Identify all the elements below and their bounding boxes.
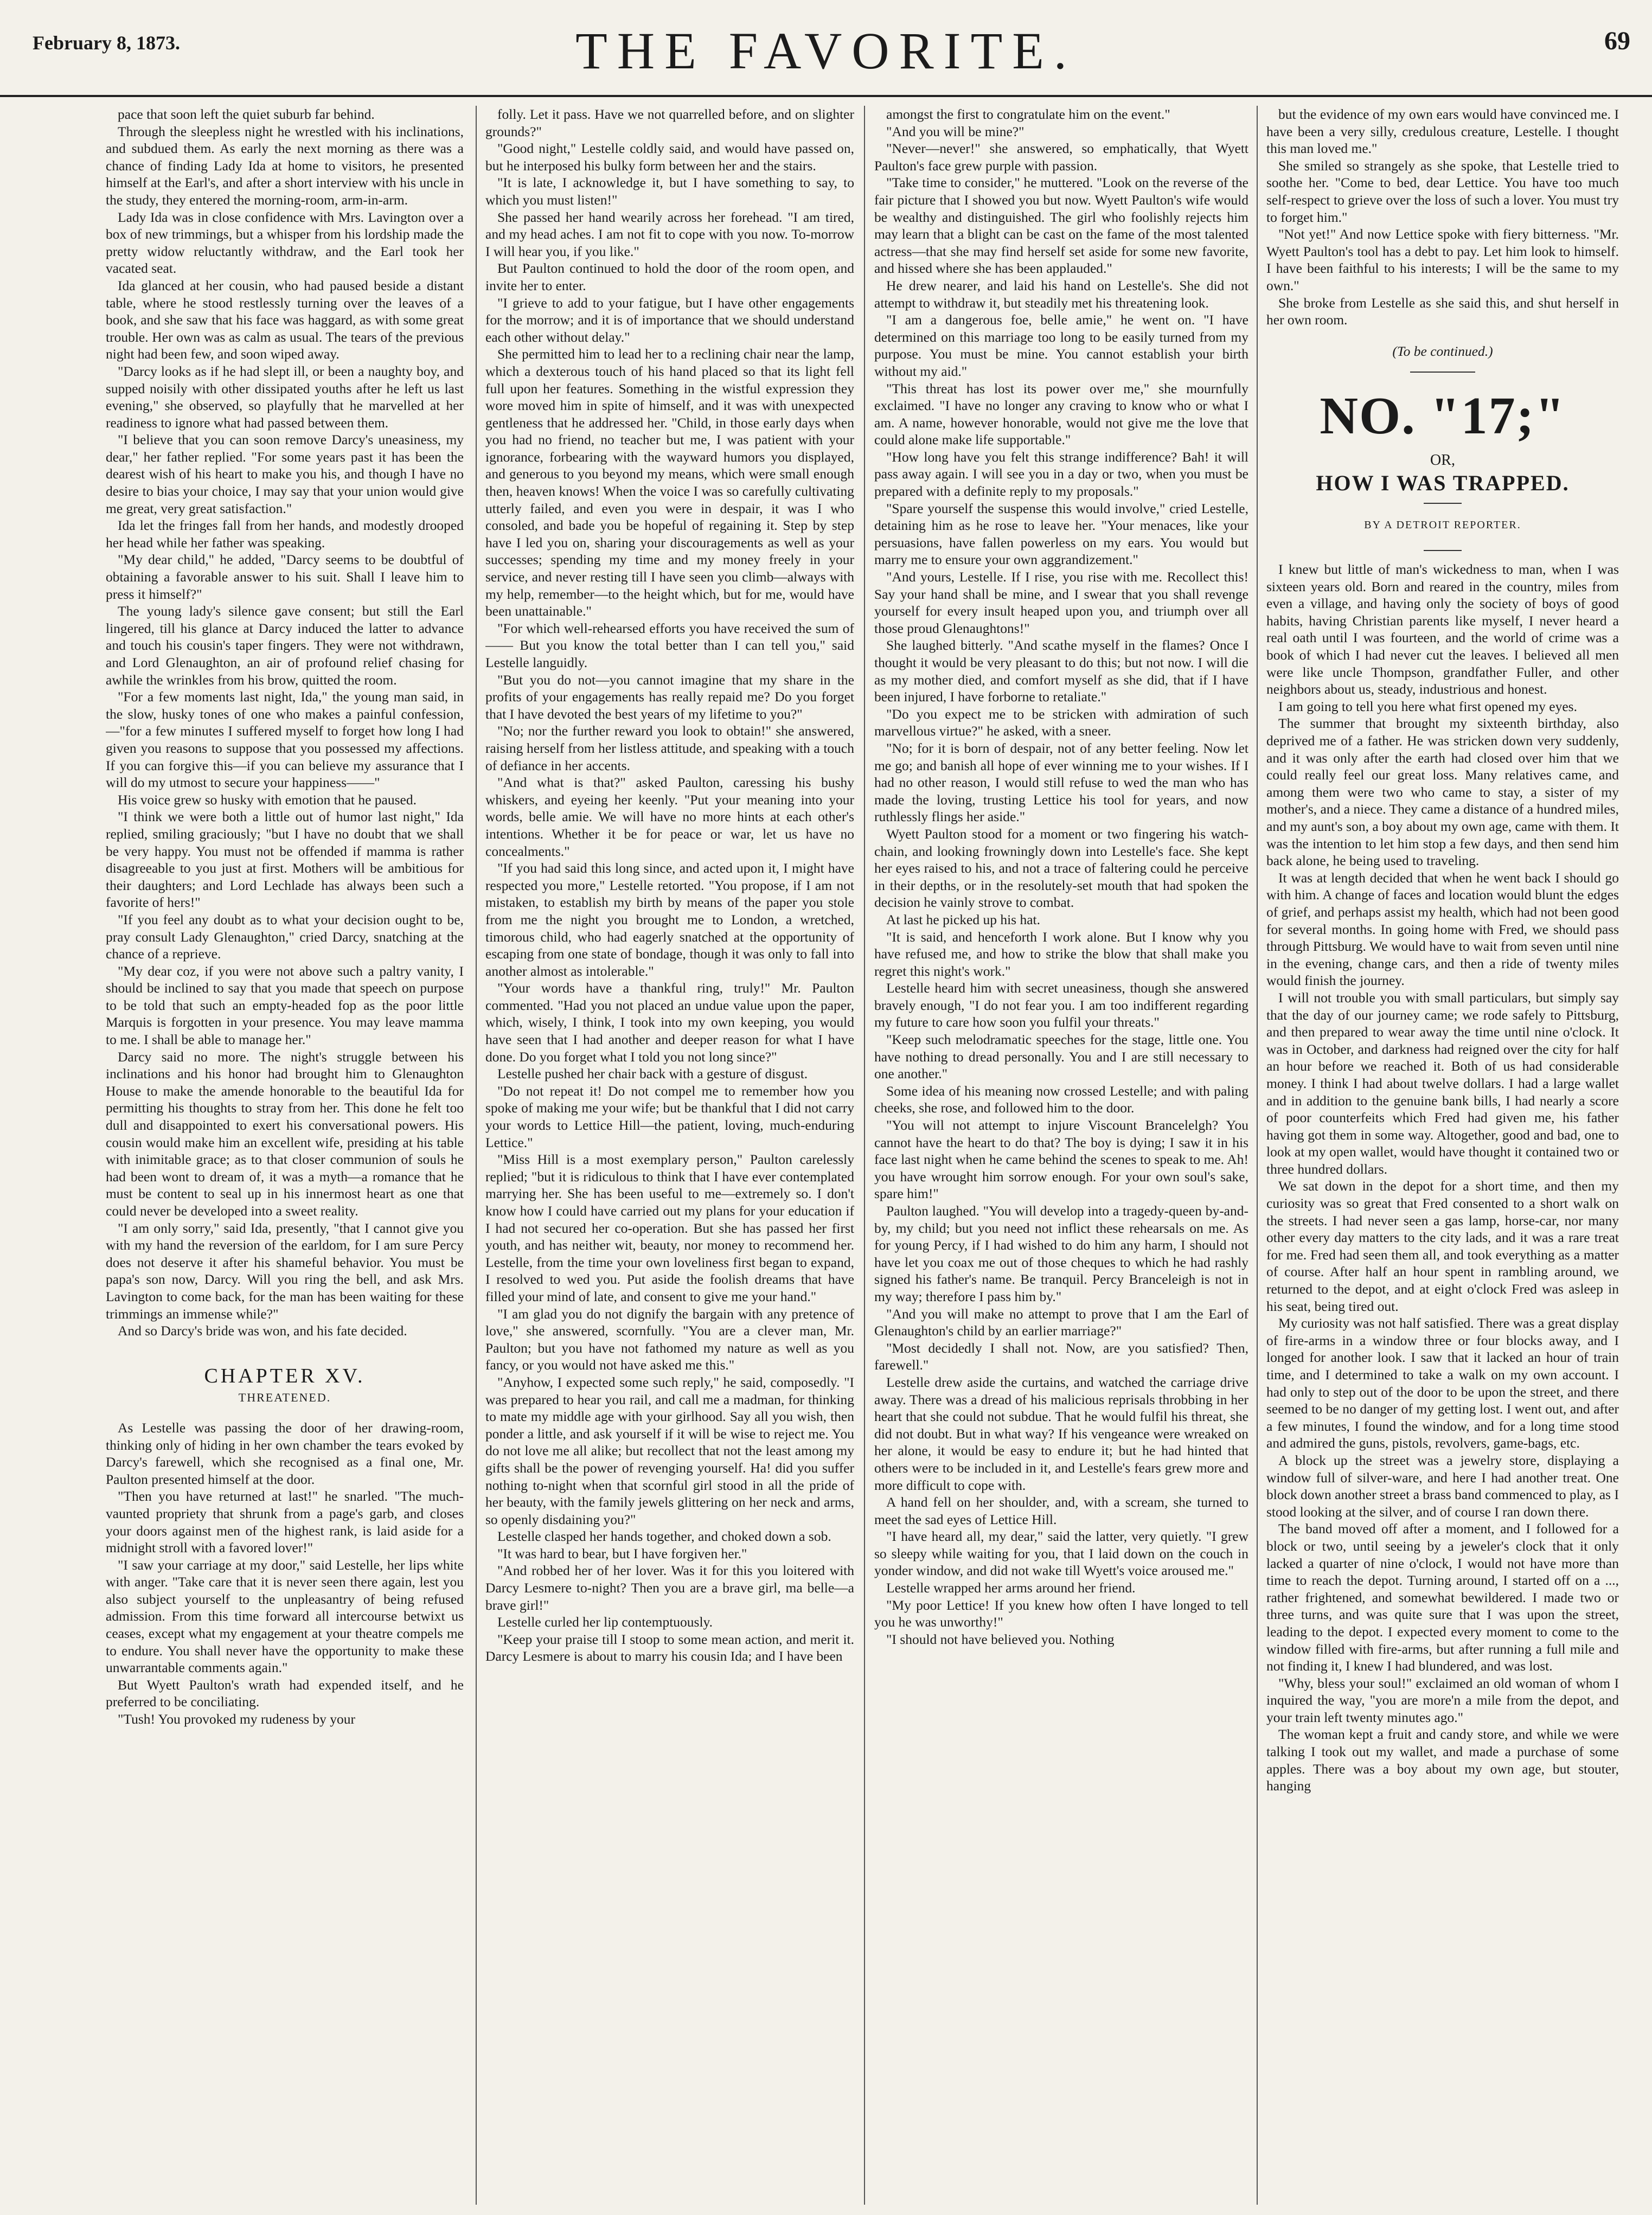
section-rule (1410, 372, 1475, 373)
paragraph: Lestelle pushed her chair back with a gesture of disgust. (497, 1066, 808, 1082)
paragraph: "Do not repeat it! Do not compel me to remember how you spoke of making me your wife; but be thankful that I did not carry your words to Lettice Hill—the patient, loving, much-enduring Lettice." (485, 1083, 854, 1150)
paragraph: "And yours, Lestelle. If I rise, you rise with me. Recollect this! Say your hand shall be mine, and I swear that you shall revenge yourself for every insult heaped upon you, and triumph over all those proud Glenaughtons!" (874, 569, 1248, 636)
paragraph: "I have heard all, my dear," said the latter, very quietly. "I grew so sleepy while waiting for you, that I laid down on the couch in yonder window, and did not wake till Wyett's voice aroused me." (874, 1528, 1248, 1579)
paragraph: "Not yet!" And now Lettice spoke with fiery bitterness. "Mr. Wyett Paulton's tool has a debt to pay. Let him look to himself. I have been faithful to his interests; I will be the same to my own." (1266, 226, 1619, 293)
paragraph: "I think we were both a little out of humor last night," Ida replied, smiling graciously; "but I have no doubt that we shall be very happy. You must not be offended if mamma is rather disagreeable to you just at first. Mothers will be ambitious for their daughters; and Lord Lechlade has always been such a favorite of hers!" (106, 809, 464, 911)
paragraph: I will not trouble you with small particulars, but simply say that the day of our journey came; we rode safely to Pittsburg, and then prepared to wear away the time until nine o'clock. It was in October, and darkness had reigned over the city for half an hour before we reached it. Both of us had considerable money. I think I had about twelve dollars. I had a large wallet and in addition to the genuine bank bills, I had nearly a score of poor counterfeits which Fred had given me, his father having got them in some way. Altogether, good and bad, one to look at my open wallet, would have thought it contained two or three hundred dollars. (1266, 989, 1619, 1177)
paragraph: "No; nor the further reward you look to obtain!" she answered, raising herself from her listless attitude, and speaking with a touch of defiance in her accents. (485, 723, 854, 773)
serial-continuation (106, 106, 464, 1340)
paragraph: Lady Ida was in close confidence with Mrs. Lavington over a box of new trimmings, but a whisper from his lordship made the pretty widow reluctantly withdraw, and the Earl took her vacated seat. (106, 209, 464, 277)
section-rule (1424, 503, 1462, 504)
paragraph: I am going to tell you here what first opened my eyes. (1278, 698, 1577, 714)
paragraph: My curiosity was not half satisfied. There was a great display of fire-arms in a window three or four blocks away, and I longed for another look. I saw that it lacked an hour of train time, and I determined to take a walk on my own account. I had only to step out of the door to be upon the street, and there seemed to be no danger of my getting lost. I went out, and after a few minutes, I found the window, and for a long time stood and admired the guns, pistols, revolvers, game-bags, etc. (1266, 1315, 1619, 1451)
column-rule (1257, 106, 1258, 2205)
paragraph: "Do you expect me to be stricken with admiration of such marvellous virtue?" he asked, with a sneer. (874, 706, 1248, 739)
paragraph: "Keep such melodramatic speeches for the stage, little one. You have nothing to dread personally. You and I are still necessary to one another." (874, 1032, 1248, 1082)
paragraph: "No; for it is born of despair, not of any better feeling. Now let me go; and banish all hope of ever winning me to your wishes. If I had no other reason, I would still refuse to wed the man who has made the loving, trusting Lettice his tool for years, and now ruthlessly flings her aside." (874, 740, 1248, 825)
paragraph: "Anyhow, I expected some such reply," he said, composedly. "I was prepared to hear you rail, and call me a madman, for thinking to mate my middle age with your girlhood. Say all you wish, then ponder a little, and ask yourself if it will be wise to reject me. You do not love me all alike; but recollect that not the least among my gifts shall be the power of revenging yourself. Ha! did you suffer nothing to-night when that scornful girl stood in all the pride of her beauty, with the family jewels glittering on her neck and arms, so openly disdaining you?" (485, 1374, 854, 1527)
paragraph: "My dear coz, if you were not above such a paltry vanity, I should be inclined to say that you made that speech on purpose to be told that such an empty-headed fop as the poor little Marquis is forgotten in your presence. You may leave mamma to me. I shall be able to manage her." (106, 963, 464, 1048)
paragraph: At last he picked up his hat. (886, 911, 1040, 927)
paragraph: "Good night," Lestelle coldly said, and would have passed on, but he interposed his bulky form between her and the stairs. (485, 140, 854, 174)
serial-text (874, 106, 1248, 1648)
paragraph: "And you will be mine?" (886, 123, 1025, 139)
byline: BY A DETROIT REPORTER. (1364, 518, 1521, 531)
paragraph: "My poor Lettice! If you knew how often I have longed to tell you he was unworthy!" (874, 1597, 1248, 1630)
paragraph: Some idea of his meaning now crossed Lestelle; and with paling cheeks, she rose, and followed him to the door. (874, 1083, 1248, 1116)
paragraph: "Miss Hill is a most exemplary person," Paulton carelessly replied; "but it is ridiculous to think that I have ever contemplated marrying her. She has been useful to me—extremely so. I don't know how I could have carried out my plans for your education if I had not secured her co-operation. But she has passed her first youth, and has neither wit, beauty, nor money to recommend her. Lestelle, from the time your own loveliness first began to expand, I resolved to wed you. Put aside the foolish dreams that have filled your mind of late, and consent to give me your hand." (485, 1151, 854, 1304)
paragraph: "For which well-rehearsed efforts you have received the sum of—— But you know the total better than I can tell you," said Lestelle languidly. (485, 620, 854, 670)
chapter-body (106, 1419, 464, 1728)
column-rule (476, 106, 477, 2205)
paragraph: but the evidence of my own ears would have convinced me. I have been a very silly, credulous creature, Lestelle. I thought this man loved me." (1266, 106, 1619, 157)
paragraph: Ida glanced at her cousin, who had paused beside a distant table, where he stood restlessly turning over the leaves of a book, and she saw that his face was haggard, as with some great trouble. Her own was as calm as usual. The tears of the previous night had been few, and soon wiped away. (106, 277, 464, 362)
paragraph: "If you feel any doubt as to what your decision ought to be, pray consult Lady Glenaughton," cried Darcy, snatching at the chance of a reprieve. (106, 911, 464, 962)
column-rule (864, 106, 865, 2205)
paragraph: Lestelle heard him with secret uneasiness, though she answered bravely enough, "I do not fear you. I am too indifferent regarding my future to care how soon you fulfil your threats." (874, 980, 1248, 1030)
paragraph: folly. Let it pass. Have we not quarrelled before, and on slighter grounds?" (485, 106, 854, 139)
story-title: NO. "17;" (1320, 387, 1566, 446)
paragraph: "Keep your praise till I stoop to some mean action, and merit it. Darcy Lesmere is about to marry his cousin Ida; and I have been (485, 1631, 854, 1665)
paragraph: "I am a dangerous foe, belle amie," he went on. "I have determined on this marriage too long to be easily turned from my purpose. You must be mine. You cannot establish your birth without my aid." (874, 312, 1248, 379)
paragraph: "If you had said this long since, and acted upon it, I might have respected you more," Lestelle retorted. "You propose, if I am not mistaken, to establish my birth by means of the paper you stole from me the night you brought me to London, a wretched, timorous child, who had eagerly snatched at the opportunity of escaping from one state of bondage, though it was only to fall into another almost as intolerable." (485, 860, 854, 979)
paragraph: But Wyett Paulton's wrath had expended itself, and he preferred to be conciliating. (106, 1676, 464, 1710)
paragraph: "It was hard to bear, but I have forgiven her." (497, 1545, 747, 1561)
column-2 (485, 106, 854, 2199)
chapter-subtitle: THREATENED. (238, 1391, 331, 1405)
paragraph: "How long have you felt this strange indifference? Bah! it will pass away again. I will see you in a day or two, when you must be prepared with a definite reply to my proposals." (874, 449, 1248, 500)
paragraph: "My dear child," he added, "Darcy seems to be doubtful of obtaining a favorable answer to his suit. Shall I leave him to press it himself?" (106, 552, 464, 602)
paragraph: And so Darcy's bride was won, and his fate decided. (118, 1323, 407, 1339)
paragraph: "It is late, I acknowledge it, but I have something to say, to which you must listen!" (485, 175, 854, 208)
paragraph: "Darcy looks as if he had slept ill, or been a naughty boy, and supped noisily with other dissipated youths after he left us last evening," she observed, so playfully that he marvelled at her readiness to ignore what had passed between them. (106, 363, 464, 431)
story-body (1266, 561, 1619, 1795)
paragraph: pace that soon left the quiet suburb far behind. (118, 106, 375, 122)
paragraph: The band moved off after a moment, and I followed for a block or two, until seeing by a jeweler's clock that it only lacked a quarter of nine o'clock, I would not have more than time to reach the depot. Turning around, I started off on a ..., rather frightened, and somewhat bewildered. I made two or three turns, and was quite sure that I was upon the street, leading to the depot. I expected every moment to come to the window filled with fire-arms, but after running a full mile and not finding it, I knew I had blundered, and was lost. (1266, 1521, 1619, 1674)
issue-date: February 8, 1873. (33, 32, 180, 54)
paragraph: The woman kept a fruit and candy store, and while we were talking I took out my wallet, and made a purchase of some apples. There was a boy about my own age, but stouter, hanging (1266, 1726, 1619, 1794)
story-or: OR, (1430, 452, 1455, 469)
paragraph: As Lestelle was passing the door of her drawing-room, thinking only of hiding in her own chamber the tears evoked by Darcy's farewell, which she recognised as a final one, Mr. Paulton presented himself at the door. (106, 1419, 464, 1487)
paragraph: Lestelle clasped her hands together, and choked down a sob. (497, 1528, 831, 1545)
paragraph: "I grieve to add to your fatigue, but I have other engagements for the morrow; and it is of importance that we should understand each other without delay." (485, 295, 854, 345)
paragraph: Lestelle wrapped her arms around her friend. (886, 1580, 1136, 1596)
publication-title: THE FAVORITE. (575, 22, 1077, 80)
paragraph: She broke from Lestelle as she said this, and shut herself in her own room. (1266, 295, 1619, 328)
serial-text (485, 106, 854, 1665)
paragraph: "And you will make no attempt to prove that I am the Earl of Glenaughton's child by an earlier marriage?" (874, 1305, 1248, 1339)
paragraph: Lestelle curled her lip contemptuously. (497, 1614, 713, 1630)
to-be-continued: (To be continued.) (1392, 343, 1493, 359)
paragraph: Lestelle drew aside the curtains, and watched the carriage drive away. There was a dread of his malicious reprisals throbbing in her heart that she could not subdue. That he would fulfil his threat, she did not doubt. But in what way? If his vengeance were wreaked on her alone, it would be easy to endure it; but he had hinted that others were to be included in it, and Lestelle's fears grew more and more difficult to cope with. (874, 1374, 1248, 1493)
column-1 (106, 106, 464, 2199)
paragraph: "Take time to consider," he muttered. "Look on the reverse of the fair picture that I showed you but now. Wyett Paulton's wife would be wealthy and distinguished. The girl who foolishly rejects him may learn that a blight can be cast on the fame of the most talented actress—that she may find herself set aside for some new favorite, and hissed where she has been applauded." (874, 175, 1248, 277)
paragraph: "It is said, and henceforth I work alone. But I know why you have refused me, and how to strike the blow that shall make you regret this night's work." (874, 929, 1248, 979)
paragraph: Darcy said no more. The night's struggle between his inclinations and his honor had brought him to Glenaughton House to make the amende honorable to the beautiful Ida for permitting his thoughts to stray from her. This done he felt too dull and disappointed to exert his conversational powers. His cousin would make him an excellent wife, presiding at his table with inimitable grace; as to that closer communion of souls he had been wont to dream of, it was a myth—a romance that he must be content to seal up in his innermost heart as one that could never be developed into a sweet reality. (106, 1048, 464, 1219)
paragraph: A block up the street was a jewelry store, displaying a window full of silver-ware, and here I had another treat. One block down another street a brass band commenced to play, as I stood looking at the silver, and of course I ran down there. (1266, 1452, 1619, 1520)
paragraph: Paulton laughed. "You will develop into a tragedy-queen by-and-by, my child; but you need not inflict these rehearsals on me. As for young Percy, if I had wished to do him any harm, I should not have let you coax me out of those cheques to which he had rashly signed his father's name. Be tranquil. Percy Branceleigh is not in my way; therefore I pass him by." (874, 1203, 1248, 1304)
paragraph: It was at length decided that when he went back I should go with him. A change of faces and location would blunt the edges of grief, and perhaps assist my health, which had not been good for several months. In going home with Fred, we should pass through Pittsburg. We would have to wait from seven until nine in the evening, change cars, and then a ride of twenty miles would finish the journey. (1266, 869, 1619, 989)
paragraph: "But you do not—you cannot imagine that my share in the profits of your engagements has really repaid me? Do you forget that I have devoted the best years of my lifetime to you?" (485, 671, 854, 722)
paragraph: She passed her hand wearily across her forehead. "I am tired, and my head aches. I am not fit to cope with you now. To-morrow I will hear you, if you like." (485, 209, 854, 259)
paragraph: His voice grew so husky with emotion that he paused. (118, 791, 417, 808)
paragraph: "This threat has lost its power over me," she mournfully exclaimed. "I have no longer any craving to know who or what I am. A name, however honorable, would not give me the love that could alone make life supportable." (874, 380, 1248, 448)
paragraph: I knew but little of man's wickedness to man, when I was sixteen years old. Born and reared in the country, miles from even a village, and having only the society of boys of good habits, having Christian parents like myself, I never heard a real oath until I was fourteen, and the world of crime was a book of which I had never cut the leaves. I believed all men were like uncle Thompson, grandfather Fuller, and other neighbors about us, steady, industrious and honest. (1266, 561, 1619, 697)
paragraph: "And what is that?" asked Paulton, caressing his bushy whiskers, and eyeing her keenly. "Put your meaning into your words, belle amie. We will have no more hints at each other's intentions. Whether it be for peace or war, let us have no concealments." (485, 774, 854, 859)
paragraph: She laughed bitterly. "And scathe myself in the flames? Once I thought it would be very pleasant to do this; but not now. I will die as my mother died, and comfort myself as she did, that if I have been injured, I have forborne to retaliate." (874, 637, 1248, 705)
paragraph: "Why, bless your soul!" exclaimed an old woman of whom I inquired the way, "you are more'n a mile from the depot, and your train left twenty minutes ago." (1266, 1675, 1619, 1725)
paragraph: "You will not attempt to injure Viscount Brancelelgh? You cannot have the heart to do that? The boy is dying; I saw it in his face last night when he came behind the scenes to speak to me. Ah! you have wrought him sorrow enough. For your own soul's sake, spare him!" (874, 1117, 1248, 1202)
paragraph: "Then you have returned at last!" he snarled. "The much-vaunted propriety that shrunk from a page's garb, and closes your doors against men of the highest rank, is laid aside for a midnight stroll with a favored lover!" (106, 1488, 464, 1556)
paragraph: "And robbed her of her lover. Was it for this you loitered with Darcy Lesmere to-night? Then you are a brave girl, ma belle—a brave girl!" (485, 1563, 854, 1613)
masthead (0, 0, 1652, 97)
paragraph: Through the sleepless night he wrestled with his inclinations, and subdued them. As early the next morning as there was a chance of finding Lady Ida at home to visitors, he presented himself at the Earl's, and after a short interview with his uncle in the study, they entered the morning-room, arm-in-arm. (106, 123, 464, 208)
chapter-title: CHAPTER XV. (204, 1364, 366, 1387)
column-3 (874, 106, 1248, 2199)
paragraph: The young lady's silence gave consent; but still the Earl lingered, till his glance at Darcy induced the latter to advance and touch his cousin's taper fingers. They were not withdrawn, and Lord Glenaughton, an air of profound relief chasing for awhile the wrinkles from his brow, quitted the room. (106, 603, 464, 688)
paragraph: "Most decidedly I shall not. Now, are you satisfied? Then, farewell." (874, 1340, 1248, 1373)
story-subtitle: HOW I WAS TRAPPED. (1316, 470, 1570, 495)
paragraph: "For a few moments last night, Ida," the young man said, in the slow, husky tones of one who makes a painful confession,—"for a few minutes I suffered myself to forget how long I had given you reasons to suppose that you possessed my affections. If you can forgive this—if you can believe my assurance that I will do my utmost to secure your happiness——" (106, 689, 464, 791)
paragraph: Wyett Paulton stood for a moment or two fingering his watch-chain, and looking frowningly down into Lestelle's face. She kept her eyes raised to his, and not a trace of faltering could he perceive in their depths, or in the resolutely-set mouth that had spoken the decision he vainly strove to combat. (874, 825, 1248, 911)
paragraph: "Spare yourself the suspense this would involve," cried Lestelle, detaining him as he rose to leave her. "Your menaces, like your persuasions, have fallen powerless on my ears. You would but marry me to ensure your own aggrandizement." (874, 500, 1248, 568)
paragraph: We sat down in the depot for a short time, and then my curiosity was so great that Fred consented to a short walk on the streets. I had never seen a gas lamp, horse-car, nor many other every day matters to the city lads, and it was a rare treat for me. Fred had seen them all, and took everything as a matter of course. After half an hour spent in rambling around, we returned to the depot, and at eight o'clock Fred was asleep in his seat, being tired out. (1266, 1178, 1619, 1314)
column-4 (1266, 106, 1619, 2199)
paragraph: She permitted him to lead her to a reclining chair near the lamp, which a dexterous touch of his hand placed so that its light fell full upon her features. Something in the wistful expression they wore moved him in spite of himself, and it was with unexpected gentleness that he addressed her. "Child, in those early days when you had no friend, no teacher but me, I was patient with your ignorance, forbearing with the wayward humors you displayed, and generous to you beyond my means, which were small enough then, heaven knows! When the voice I was so carefully cultivating utterly failed, and even you were in despair, it was I who consoled, and bade you be hopeful of regaining it. Step by step have I led you on, sharing your discouragements as well as your successes; spending my time and my money freely in your service, and never resting till I have seen you climb—always with my help, remember—to the height which, but for me, would have been unattainable." (485, 346, 854, 619)
paragraph: He drew nearer, and laid his hand on Lestelle's. She did not attempt to withdraw it, but steadily met his threatening look. (874, 277, 1248, 311)
page-number: 69 (1604, 27, 1630, 55)
paragraph: "Never—never!" she answered, so emphatically, that Wyett Paulton's face grew purple with passion. (874, 140, 1248, 174)
paragraph: She smiled so strangely as she spoke, that Lestelle tried to soothe her. "Come to bed, dear Lettice. You have too much self-respect to grieve over the loss of such a lover. You must try to forget him." (1266, 157, 1619, 225)
section-rule (1424, 550, 1462, 551)
paragraph: "I am glad you do not dignify the bargain with any pretence of love," she answered, scornfully. "You are a clever man, Mr. Paulton; but you have not fathomed my nature as well as you fancy, or you would not have asked me this." (485, 1305, 854, 1373)
paragraph: "I believe that you can soon remove Darcy's uneasiness, my dear," her father replied. "For some years past it has been the dearest wish of his heart to make you his, and though I have no desire to bias your choice, I may say that your union would give me great, very great satisfaction." (106, 432, 464, 516)
paragraph: "Your words have a thankful ring, truly!" Mr. Paulton commented. "Had you not placed an undue value upon the paper, which, wisely, I think, I took into my own keeping, you would have seen that I had another and deeper reason for what I have done. Do you forget what I told you not long since?" (485, 980, 854, 1065)
serial-ending (1266, 106, 1619, 329)
paragraph: "I saw your carriage at my door," said Lestelle, her lips white with anger. "Take care that it is never seen there again, lest you also subject yourself to the unpleasantry of being refused admission. From this time forward all intercourse betwixt us ceases, except what my engagement at your theatre compels me to endure. You shall never have the opportunity to make these unwarrantable comments again." (106, 1557, 464, 1676)
paragraph: "I am only sorry," said Ida, presently, "that I cannot give you with my hand the reversion of the earldom, for I am sure Percy does not deserve it after his shameful behavior. You must be papa's son now, Darcy. Will you ring the bell, and ask Mrs. Lavington to come back, for the man has been waiting for these trimmings an immense while?" (106, 1220, 464, 1322)
paragraph: Ida let the fringes fall from her hands, and modestly drooped her head while her father was speaking. (106, 517, 464, 550)
paragraph: The summer that brought my sixteenth birthday, also deprived me of a father. He was stricken down very suddenly, and it was only after the earth had closed over him that we could really feel our great loss. Many relatives came, and among them were two who came to stay, a sister of my mother's, and a niece. They came a distance of a hundred miles, and my aunt's son, a boy about my own age, came with them. It was the intention to let him stop a few days, and then send him back alone, he being used to traveling. (1266, 715, 1619, 869)
paragraph: "Tush! You provoked my rudeness by your (118, 1711, 356, 1727)
paragraph: A hand fell on her shoulder, and, with a scream, she turned to meet the sad eyes of Lettice Hill. (874, 1494, 1248, 1527)
paragraph: "I should not have believed you. Nothing (886, 1631, 1115, 1647)
paragraph: But Paulton continued to hold the door of the room open, and invite her to enter. (485, 260, 854, 293)
paragraph: amongst the first to congratulate him on the event." (886, 106, 1170, 122)
